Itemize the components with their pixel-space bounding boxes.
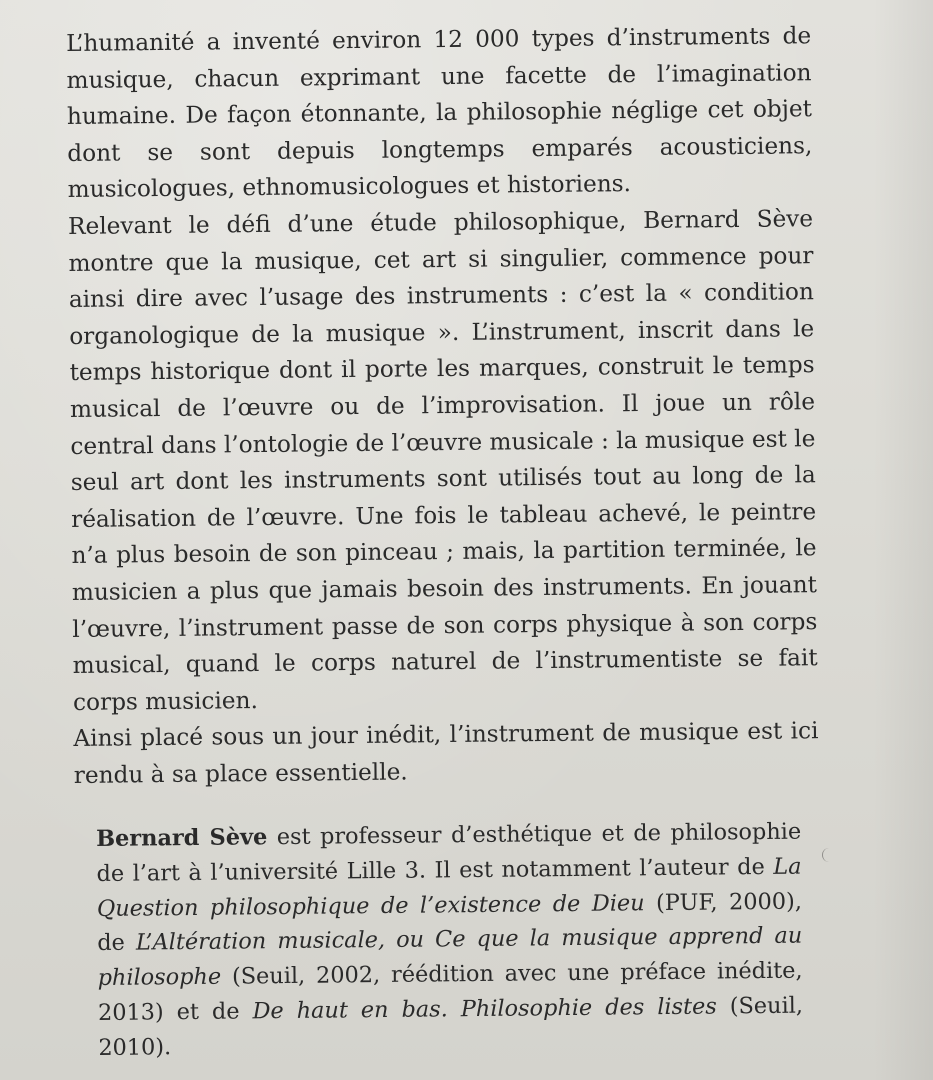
book-description	[66, 18, 819, 794]
bio-text: est professeur d’esthétique et de philosophie de l’art à l’université Lille 3. Il est notamment l’auteur de	[96, 818, 802, 887]
description-paragraph-2: Relevant le défi d’une étude philosophique, Bernard Sève montre que la musique, cet art si singulier, commence pour ainsi dire avec l’usage des instruments : c’est la « condition organologique de la musique ». L’instrument, inscrit dans le temps historique dont il porte les marques, construit le temps musical de l’œuvre ou de l’improvisation. Il joue un rôle central dans l’ontologie de l’œuvre musicale : la musique est le seul art dont les instruments sont utilisés tout au long de la réalisation de l’œuvre. Une fois le tableau achevé, le peintre n’a plus besoin de son pinceau ; mais, la partition terminée, le musicien a plus que jamais besoin des instruments. En jouant l’œuvre, l’instrument passe de son corps physique à son corps musical, quand le corps naturel de l’instrumentiste se fait corps musicien.	[67, 205, 818, 716]
bio-text: (PUF, 2000), de	[97, 888, 803, 957]
description-paragraph-3: Ainsi placé sous un jour inédit, l’instrument de musique est ici rendu à sa place essentielle.	[73, 717, 819, 789]
page-edge-shadow	[873, 0, 933, 1080]
author-name: Bernard Sève	[96, 824, 268, 852]
description-paragraph-1: L’humanité a inventé environ 12 000 types d’instruments de musique, chacun exprimant une facette de l’imagination humaine. De façon étonnante, la philosophie néglige cet objet dont se sont depuis longtemps emparés acousticiens, musicologues, ethnomusicologues et historiens.	[66, 22, 813, 204]
book-title: De haut en bas. Philosophie des listes	[252, 993, 717, 1025]
bio-text: (Seuil, 2010).	[98, 992, 804, 1061]
margin-mark	[822, 848, 831, 862]
book-title: L’Altération musicale, ou Ce que la musique apprend au philosophe	[97, 923, 803, 992]
author-bio	[96, 815, 804, 1066]
author-bio-paragraph	[96, 815, 804, 1066]
bio-text: (Seuil, 2002, réédition avec une préface inédite, 2013) et de	[97, 957, 803, 1026]
book-title: La Question philosophique de l’existence de Dieu	[96, 853, 802, 922]
